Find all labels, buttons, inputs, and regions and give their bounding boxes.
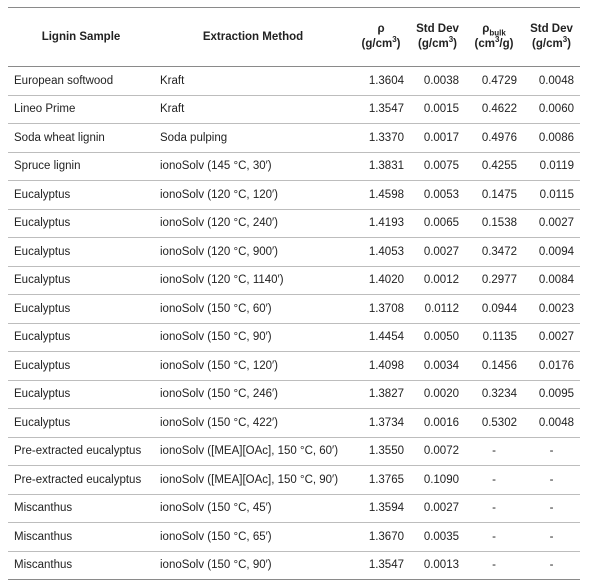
cell-extraction-method: ionoSolv (120 °C, 240′)	[160, 217, 278, 230]
cell-density-std-dev: 0.0034	[423, 359, 459, 372]
cell-bulk-density: 0.0944	[481, 302, 517, 315]
cell-density: 1.3547	[368, 103, 404, 116]
header-std-dev-unit	[414, 37, 461, 52]
cell-density-std-dev: 0.0065	[423, 217, 459, 230]
cell-density-std-dev: 0.0038	[423, 74, 459, 87]
cell-bulk-density: -	[492, 445, 496, 458]
cell-density: 1.3550	[368, 445, 404, 458]
cell-bulk-std-dev: 0.0084	[538, 274, 574, 287]
cell-density: 1.4193	[368, 217, 404, 230]
cell-lignin-sample: Eucalyptus	[14, 245, 71, 258]
cell-extraction-method: ionoSolv (120 °C, 120′)	[160, 188, 278, 201]
table-row	[8, 209, 580, 238]
cell-extraction-method: ionoSolv (150 °C, 120′)	[160, 359, 278, 372]
cell-density-std-dev: 0.0027	[423, 245, 459, 258]
cell-density: 1.3708	[368, 302, 404, 315]
header-density-std-dev	[410, 8, 465, 67]
cell-density: 1.3670	[368, 530, 404, 543]
table-row	[8, 67, 580, 96]
table-row	[8, 124, 580, 153]
cell-extraction-method: ionoSolv (145 °C, 30′)	[160, 160, 272, 173]
header-density	[352, 8, 410, 67]
unit-base: (cm	[474, 38, 495, 50]
cell-lignin-sample: Lineo Prime	[14, 103, 76, 116]
cell-density-std-dev: 0.0035	[423, 530, 459, 543]
cell-bulk-std-dev: 0.0119	[539, 160, 574, 173]
cell-density-std-dev: 0.0027	[423, 502, 459, 515]
cell-lignin-sample: Eucalyptus	[14, 359, 71, 372]
table-header	[8, 8, 580, 67]
header-std-dev-label: Std Dev	[416, 23, 459, 35]
cell-density-std-dev: 0.0017	[423, 131, 459, 144]
cell-extraction-method: Kraft	[160, 74, 185, 87]
cell-bulk-std-dev: -	[549, 530, 554, 543]
header-std-dev-label: Std Dev	[530, 23, 573, 35]
cell-bulk-std-dev: 0.0060	[538, 103, 574, 116]
header-bulk-unit	[469, 37, 519, 52]
cell-density-std-dev: 0.0013	[423, 559, 459, 572]
cell-extraction-method: ionoSolv (120 °C, 1140′)	[160, 274, 284, 287]
cell-density-std-dev: 0.0072	[423, 445, 459, 458]
cell-density-std-dev: 0.0053	[423, 188, 459, 201]
cell-lignin-sample: Pre-extracted eucalyptus	[14, 445, 142, 458]
cell-lignin-sample: Eucalyptus	[14, 302, 71, 315]
bulk-subscript: bulk	[489, 28, 506, 38]
cell-lignin-sample: Soda wheat lignin	[14, 131, 105, 144]
lignin-density-table-container	[8, 7, 580, 580]
cell-bulk-std-dev: -	[549, 502, 554, 515]
cell-bulk-density: 0.5302	[481, 416, 517, 429]
cell-density-std-dev: 0.1090	[423, 473, 459, 486]
cell-extraction-method: ionoSolv (150 °C, 90′)	[160, 559, 272, 572]
cell-extraction-method: ionoSolv (150 °C, 90′)	[160, 331, 272, 344]
cell-bulk-std-dev: -	[549, 473, 554, 486]
table-row	[8, 181, 580, 210]
cell-bulk-density: 0.4255	[481, 160, 517, 173]
cell-bulk-std-dev: 0.0048	[538, 74, 574, 87]
cell-extraction-method: ionoSolv ([MEA][OAc], 150 °C, 60′)	[160, 445, 339, 458]
cell-density-std-dev: 0.0015	[423, 103, 459, 116]
table-row	[8, 380, 580, 409]
cell-bulk-density: 0.3234	[481, 388, 517, 401]
cell-lignin-sample: Miscanthus	[14, 502, 73, 515]
header-density-symbol: ρ	[377, 23, 385, 35]
header-bulk-std-dev	[523, 8, 580, 67]
cell-extraction-method: ionoSolv (150 °C, 65′)	[160, 530, 272, 543]
cell-bulk-std-dev: 0.0086	[538, 131, 574, 144]
cell-lignin-sample: Eucalyptus	[14, 188, 71, 201]
cell-bulk-std-dev: -	[549, 445, 554, 458]
cell-bulk-density: -	[492, 530, 496, 543]
cell-density-std-dev: 0.0050	[423, 331, 459, 344]
cell-bulk-density: -	[492, 473, 496, 486]
unit-close: /g)	[499, 38, 514, 50]
cell-lignin-sample: Eucalyptus	[14, 388, 71, 401]
header-extraction-method: Extraction Method	[202, 30, 304, 43]
cell-density: 1.3370	[368, 131, 404, 144]
cell-extraction-method: ionoSolv (150 °C, 246′)	[160, 388, 278, 401]
unit-close: )	[453, 38, 457, 50]
table-row	[8, 266, 580, 295]
cell-extraction-method: Soda pulping	[160, 131, 228, 144]
cell-lignin-sample: Pre-extracted eucalyptus	[14, 473, 142, 486]
cell-lignin-sample: Spruce lignin	[14, 160, 81, 173]
cell-lignin-sample: Eucalyptus	[14, 217, 71, 230]
cell-density: 1.3765	[368, 473, 404, 486]
table-row	[8, 295, 580, 324]
cell-extraction-method: ionoSolv (120 °C, 900′)	[160, 245, 278, 258]
table-row	[8, 494, 580, 523]
cell-extraction-method: Kraft	[160, 103, 185, 116]
cell-bulk-density: -	[492, 559, 496, 572]
unit-exponent: 3	[392, 35, 397, 45]
cell-lignin-sample: Eucalyptus	[14, 416, 71, 429]
cell-density: 1.4454	[368, 331, 404, 344]
cell-bulk-std-dev: -	[549, 559, 554, 572]
cell-bulk-std-dev: 0.0115	[539, 188, 574, 201]
table-row	[8, 95, 580, 124]
cell-bulk-std-dev: 0.0095	[538, 388, 574, 401]
table-row	[8, 523, 580, 552]
cell-density: 1.3547	[368, 559, 404, 572]
table-row	[8, 238, 580, 267]
cell-density: 1.4053	[368, 245, 404, 258]
cell-density-std-dev: 0.0112	[424, 302, 459, 315]
cell-density-std-dev: 0.0075	[423, 160, 459, 173]
cell-density: 1.3594	[368, 502, 404, 515]
table-row	[8, 437, 580, 466]
cell-lignin-sample: Eucalyptus	[14, 274, 71, 287]
cell-bulk-density: 0.1135	[482, 331, 517, 344]
rho-symbol: ρ	[482, 23, 490, 35]
cell-bulk-density: 0.1475	[481, 188, 517, 201]
cell-density: 1.3827	[368, 388, 404, 401]
cell-bulk-std-dev: 0.0094	[538, 245, 574, 258]
table-row	[8, 466, 580, 495]
cell-density: 1.4598	[368, 188, 404, 201]
header-density-unit	[356, 37, 406, 52]
cell-density-std-dev: 0.0016	[423, 416, 459, 429]
unit-base: (g/cm	[418, 38, 449, 50]
cell-density: 1.4020	[368, 274, 404, 287]
unit-base: (g/cm	[532, 38, 563, 50]
cell-bulk-density: -	[492, 502, 496, 515]
table-body	[8, 67, 580, 580]
cell-bulk-density: 0.4622	[481, 103, 517, 116]
table-row	[8, 551, 580, 580]
cell-bulk-density: 0.4729	[481, 74, 517, 87]
cell-lignin-sample: Miscanthus	[14, 530, 73, 543]
unit-exponent: 3	[448, 35, 454, 45]
header-lignin-sample: Lignin Sample	[41, 30, 121, 43]
cell-bulk-std-dev: 0.0027	[538, 217, 574, 230]
unit-base: (g/cm	[361, 38, 393, 50]
unit-close: )	[396, 38, 401, 50]
lignin-density-table	[8, 7, 580, 580]
cell-bulk-density: 0.4976	[481, 131, 517, 144]
cell-lignin-sample: European softwood	[14, 74, 114, 87]
cell-lignin-sample: Eucalyptus	[14, 331, 71, 344]
unit-exponent: 3	[494, 35, 500, 45]
cell-extraction-method: ionoSolv (150 °C, 422′)	[160, 416, 278, 429]
cell-bulk-std-dev: 0.0023	[538, 302, 574, 315]
unit-exponent: 3	[562, 35, 568, 45]
cell-extraction-method: ionoSolv (150 °C, 45′)	[160, 502, 272, 515]
cell-bulk-density: 0.1456	[481, 359, 517, 372]
unit-close: )	[567, 38, 571, 50]
cell-density: 1.3604	[368, 74, 404, 87]
cell-bulk-std-dev: 0.0176	[538, 359, 574, 372]
cell-extraction-method: ionoSolv (150 °C, 60′)	[160, 302, 272, 315]
cell-bulk-std-dev: 0.0048	[538, 416, 574, 429]
cell-lignin-sample: Miscanthus	[14, 559, 73, 572]
table-row	[8, 152, 580, 181]
cell-density: 1.3831	[368, 160, 404, 173]
cell-density-std-dev: 0.0012	[423, 274, 459, 287]
header-std-dev-unit	[527, 37, 576, 52]
cell-bulk-density: 0.1538	[481, 217, 517, 230]
cell-bulk-density: 0.3472	[481, 245, 517, 258]
table-row	[8, 352, 580, 381]
cell-bulk-std-dev: 0.0027	[538, 331, 574, 344]
header-row	[8, 8, 580, 67]
cell-density: 1.4098	[368, 359, 404, 372]
header-bulk-density	[465, 8, 523, 67]
cell-density: 1.3734	[368, 416, 404, 429]
cell-bulk-density: 0.2977	[481, 274, 517, 287]
table-row	[8, 323, 580, 352]
cell-density-std-dev: 0.0020	[423, 388, 459, 401]
table-row	[8, 409, 580, 438]
cell-extraction-method: ionoSolv ([MEA][OAc], 150 °C, 90′)	[160, 473, 339, 486]
